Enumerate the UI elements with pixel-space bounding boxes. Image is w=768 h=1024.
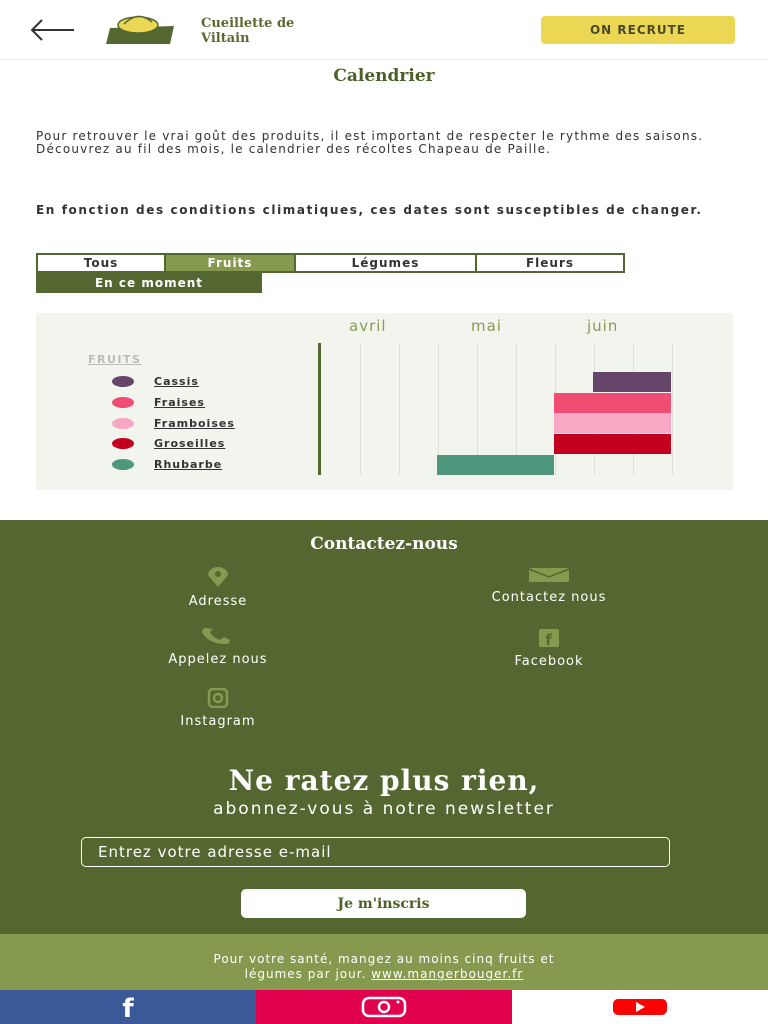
color-dot (112, 376, 134, 387)
health-line2 (0, 967, 768, 982)
svg-text:f: f (122, 994, 134, 1020)
map-pin-icon (201, 566, 235, 588)
health-text: légumes par jour. (244, 967, 367, 981)
tab-legumes[interactable]: Légumes (294, 253, 475, 273)
intro-line2: Découvrez au fil des mois, le calendrier des récoltes Chapeau de Paille. (36, 142, 552, 156)
arrow-left-icon (26, 14, 78, 46)
newsletter-subtitle: abonnez-vous à notre newsletter (213, 799, 555, 819)
social-bar (0, 990, 768, 1024)
youtube-icon (612, 998, 668, 1016)
harvest-bar (593, 372, 671, 392)
contact-title: Contactez-nous (310, 534, 458, 554)
fruit-row[interactable] (112, 395, 205, 409)
brand-line2: Viltain (201, 31, 250, 46)
intro-line1: Pour retrouver le vrai goût des produits, il est important de respecter le rythme des saisons. (36, 129, 704, 143)
contact-section (0, 520, 768, 934)
instagram-label: Instagram (180, 714, 256, 729)
month-label: mai (471, 317, 502, 335)
brand-line1: Cueillette de (201, 16, 295, 31)
calendar-axis (318, 343, 321, 475)
fruit-name[interactable]: Framboises (154, 416, 235, 430)
tab-en-ce-moment[interactable]: En ce moment (36, 273, 262, 293)
fruit-row[interactable] (112, 416, 235, 430)
harvest-calendar (36, 313, 733, 490)
filter-tabs (36, 253, 625, 273)
color-dot (112, 438, 134, 449)
facebook-link[interactable] (449, 628, 649, 669)
grid-line (399, 343, 400, 475)
facebook-square-icon (531, 628, 567, 648)
address-link[interactable] (118, 566, 318, 609)
fruit-row[interactable] (112, 457, 222, 471)
grid-line (672, 343, 673, 475)
youtube-button[interactable] (512, 990, 768, 1024)
fruit-row[interactable] (112, 374, 199, 388)
email-input[interactable] (81, 837, 670, 867)
fruit-name[interactable]: Rhubarbe (154, 457, 223, 471)
fruit-row[interactable] (112, 436, 225, 450)
harvest-bar (437, 455, 554, 475)
fruit-name[interactable]: Fraises (154, 395, 205, 409)
month-label: avril (349, 317, 387, 335)
fruit-name[interactable]: Groseilles (154, 436, 226, 450)
grid-line (360, 343, 361, 475)
climate-warning: En fonction des conditions climatiques, ces dates sont susceptibles de changer. (36, 203, 703, 217)
email-label: Contactez nous (491, 590, 607, 605)
phone-link[interactable] (118, 626, 318, 667)
phone-label: Appelez nous (168, 652, 268, 667)
intro-text (36, 130, 732, 156)
tab-fleurs[interactable]: Fleurs (475, 253, 625, 273)
envelope-icon (528, 566, 570, 584)
category-label: FRUITS (88, 353, 142, 366)
logo[interactable] (104, 12, 180, 48)
color-dot (112, 418, 134, 429)
color-dot (112, 397, 134, 408)
address-label: Adresse (188, 594, 248, 609)
fruit-name[interactable]: Cassis (154, 374, 199, 388)
health-line1: Pour votre santé, mangez au moins cinq fruits et (213, 952, 555, 966)
month-label: juin (587, 317, 619, 335)
instagram-icon (200, 688, 236, 708)
page-title: Calendrier (333, 66, 435, 86)
newsletter-title: Ne ratez plus rien, (228, 764, 540, 797)
back-button[interactable] (26, 14, 78, 46)
mangerbouger-link[interactable]: www.mangerbouger.fr (371, 967, 524, 981)
facebook-icon (118, 994, 138, 1020)
tab-tous[interactable]: Tous (36, 253, 164, 273)
facebook-button[interactable] (0, 990, 256, 1024)
harvest-bar (554, 393, 671, 413)
phone-icon (198, 626, 238, 646)
subscribe-button[interactable]: Je m'inscris (241, 889, 526, 918)
instagram-icon (361, 996, 407, 1018)
brand-name (201, 16, 294, 46)
tab-fruits[interactable]: Fruits (164, 253, 294, 273)
harvest-bar (554, 413, 671, 433)
recruit-button[interactable]: ON RECRUTE (541, 16, 735, 44)
top-bar (0, 0, 768, 60)
svg-text:f: f (545, 631, 553, 648)
instagram-button[interactable] (256, 990, 512, 1024)
instagram-link[interactable] (118, 688, 318, 729)
facebook-label: Facebook (514, 654, 584, 669)
color-dot (112, 459, 134, 470)
harvest-bar (554, 434, 671, 454)
logo-hat-icon (104, 12, 180, 48)
health-banner (0, 934, 768, 990)
email-link[interactable] (449, 566, 649, 605)
